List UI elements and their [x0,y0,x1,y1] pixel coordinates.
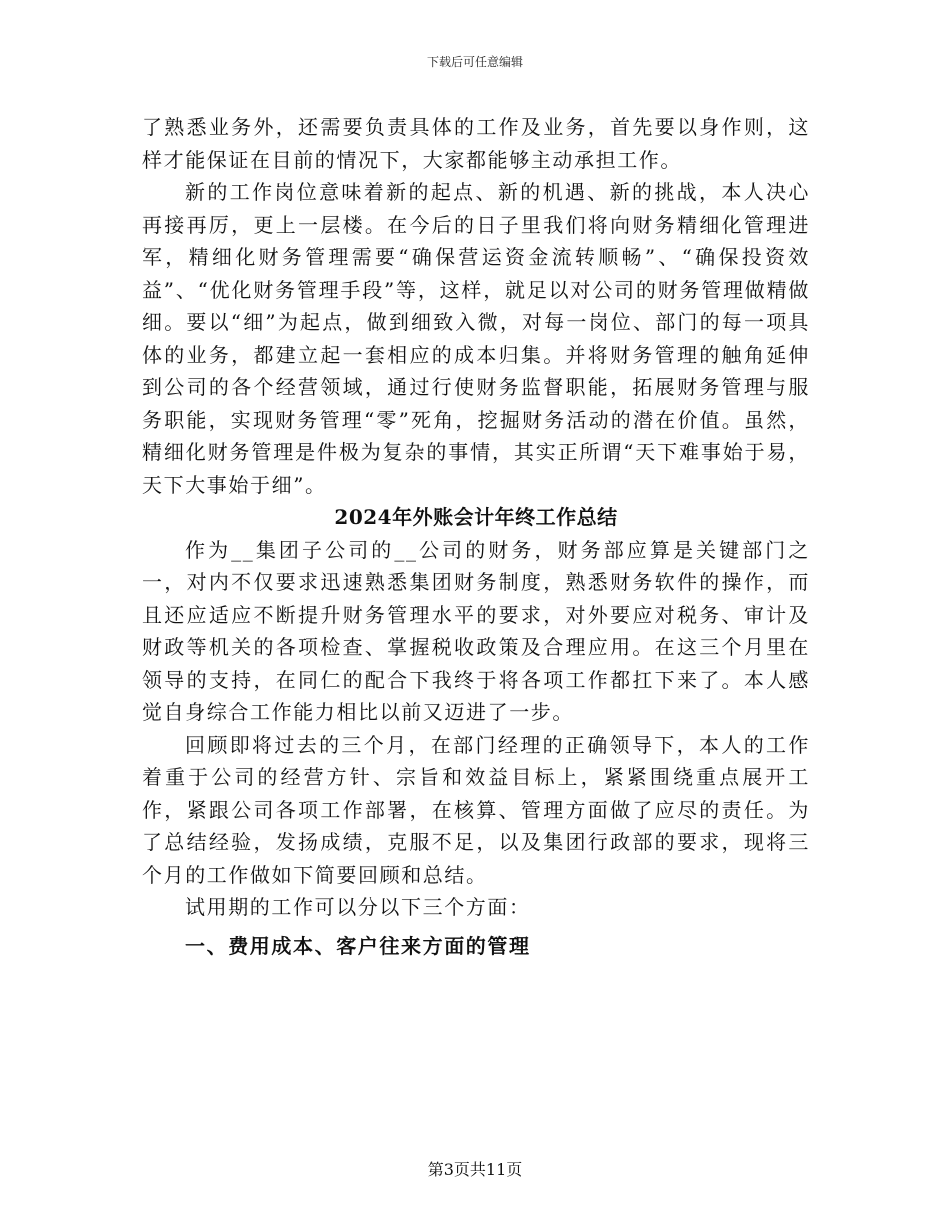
paragraph-role-intro: 作为__集团子公司的__公司的财务，财务部应算是关键部门之一，对内不仅要求迅速熟悉集团财务制度，熟悉财务软件的操作，而且还应适应不断提升财务管理水平的要求，对外要应对税务、审计及财政等机关的各项检查、掌握税收政策及合理应用。在这三个月里在领导的支持，在同仁的配合下我终于将各项工作都扛下来了。本人感觉自身综合工作能力相比以前又迈进了一步。 [142,537,810,724]
paragraph-continuation: 了熟悉业务外，还需要负责具体的工作及业务，首先要以身作则，这样才能保证在目前的情况下，大家都能够主动承担工作。 [142,115,810,172]
paragraph-probation-aspects: 试用期的工作可以分以下三个方面： [185,895,531,919]
document-body [142,111,810,962]
header-note: 下载后可任意编辑 [426,55,523,69]
sub-heading-cost-management: 一、费用成本、客户往来方面的管理 [185,933,531,958]
section-title: 2024年外账会计年终工作总结 [334,505,618,529]
page-indicator: 第3页共11页 [427,1160,523,1179]
paragraph-review: 回顾即将过去的三个月，在部门经理的正确领导下，本人的工作着重于公司的经营方针、宗旨和效益目标上，紧紧围绕重点展开工作，紧跟公司各项工作部署，在核算、管理方面做了应尽的责任。为了总结经验，发扬成绩，克服不足，以及集团行政部的要求，现将三个月的工作做如下简要回顾和总结。 [142,732,810,887]
paragraph-new-position: 新的工作岗位意味着新的起点、新的机遇、新的挑战，本人决心再接再厉，更上一层楼。在今后的日子里我们将向财务精细化管理进军，精细化财务管理需要“确保营运资金流转顺畅”、“确保投资效益”、“优化财务管理手段”等，这样，就足以对公司的财务管理做精做细。要以“细”为起点，做到细致入微，对每一岗位、部门的每一项具体的业务，都建立起一套相应的成本归集。并将财务管理的触角延伸到公司的各个经营领域，通过行使财务监督职能，拓展财务管理与服务职能，实现财务管理“零”死角，挖掘财务活动的潜在价值。虽然，精细化财务管理是件极为复杂的事情，其实正所谓“天下难事始于易，天下大事始于细”。 [142,180,810,497]
